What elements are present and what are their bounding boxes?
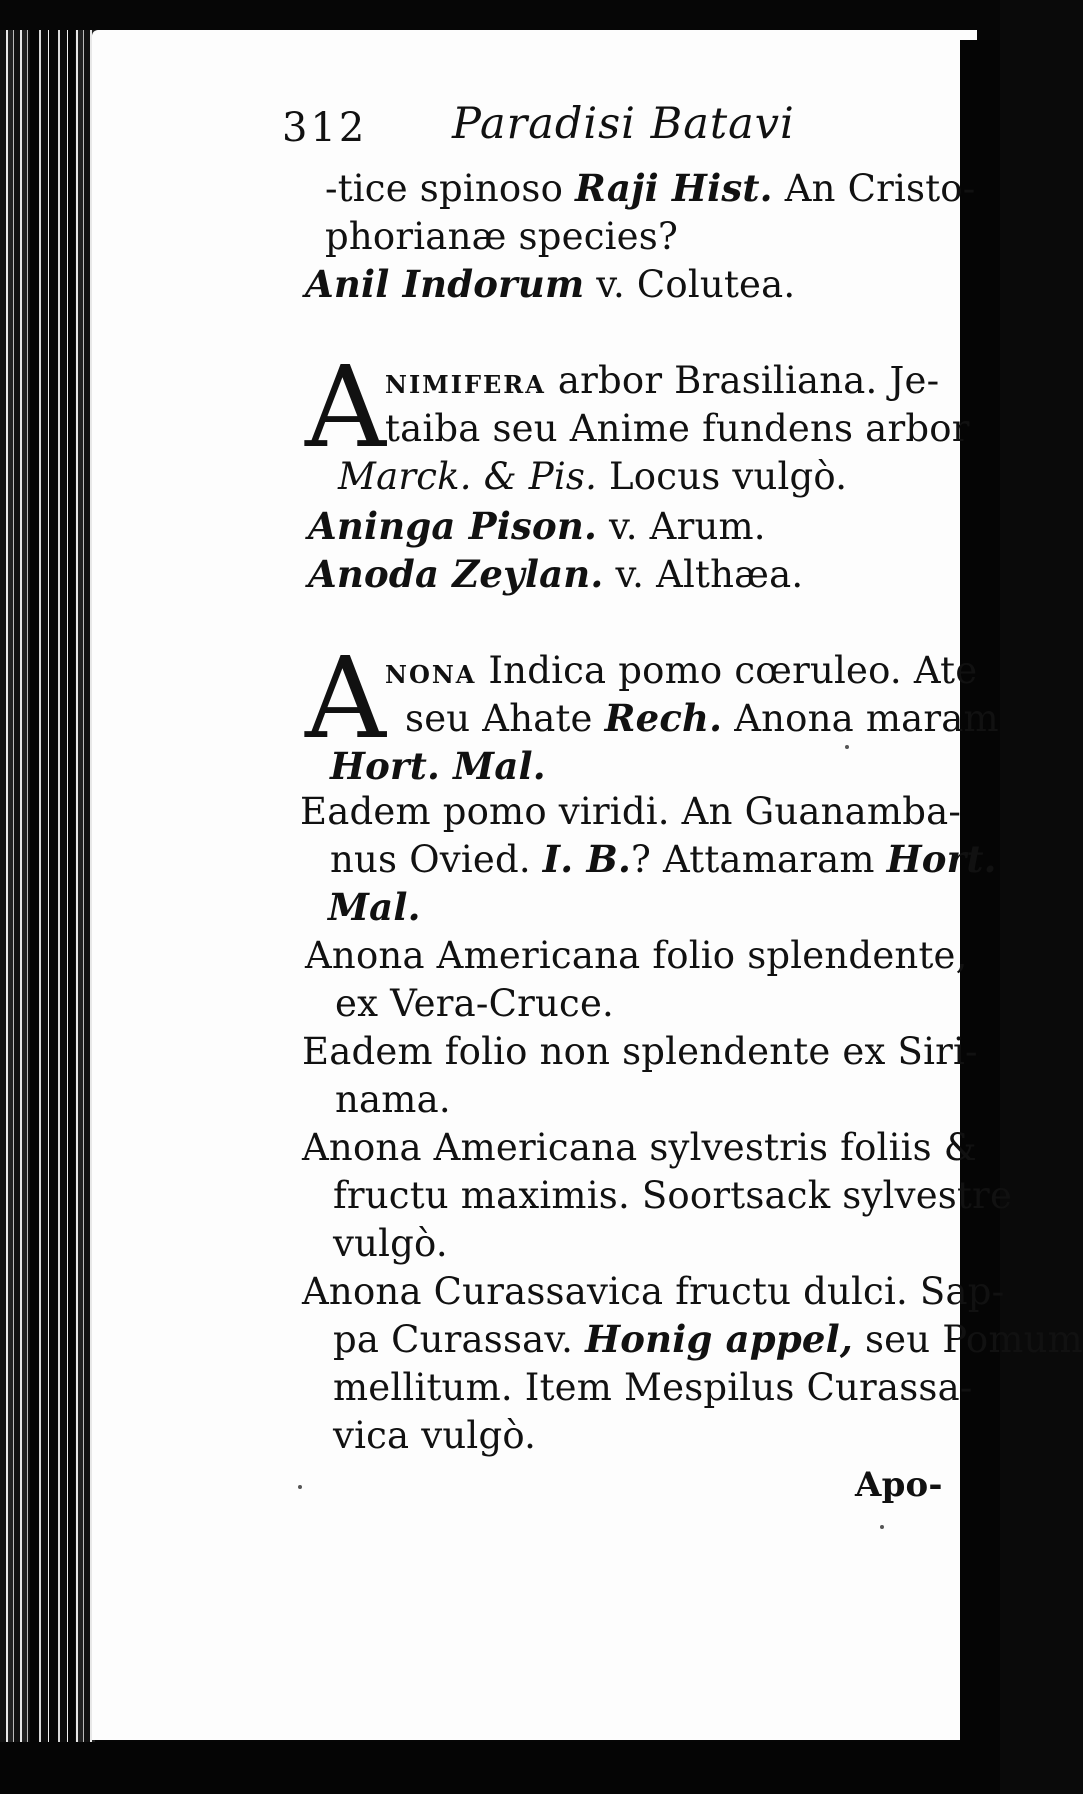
citation: Mal. [328, 885, 421, 929]
text-segment: seu Pomum [853, 1318, 1083, 1361]
catchword: Apo- [855, 1465, 943, 1505]
text-line: nama. [335, 1078, 451, 1121]
text-segment: ? Attamaram [631, 838, 887, 881]
scan-speck [880, 1525, 884, 1529]
text-line [385, 359, 940, 402]
small-caps-heading: NIMIFERA [385, 370, 546, 399]
entry-name: Anil Indorum [305, 262, 585, 306]
text-segment: Locus vulgò. [597, 455, 848, 498]
text-line [385, 649, 978, 692]
book-binding [0, 30, 95, 1765]
page-number: 312 [282, 105, 368, 151]
drop-cap: A [305, 634, 386, 764]
text-segment: nus Ovied. [330, 838, 543, 881]
text-line [308, 552, 804, 596]
text-segment: Anona maram [722, 697, 999, 740]
text-segment: An Cristo- [772, 167, 976, 210]
cross-reference: v. Colutea. [584, 263, 796, 306]
scan-speck [298, 1485, 302, 1489]
scan-speck [845, 745, 849, 749]
text-line [330, 837, 997, 881]
citation: I. B. [542, 837, 632, 881]
text-line: Eadem pomo viridi. An Guanamba- [300, 790, 962, 833]
text-line [333, 1317, 1083, 1361]
running-head: Paradisi Batavi [452, 99, 795, 149]
citation: Hort. [886, 837, 997, 881]
entry-name: Anoda Zeylan. [308, 552, 604, 596]
small-caps-heading: NONA [385, 660, 477, 689]
citation: Honig appel, [585, 1317, 854, 1361]
text-line: ex Vera-Cruce. [335, 982, 614, 1025]
citation: Hort. Mal. [330, 744, 546, 788]
cross-reference: v. Althæa. [603, 553, 804, 596]
paper-edge-shadow [960, 40, 1000, 1760]
text-segment: arbor Brasiliana. Je- [545, 359, 940, 402]
text-segment: -tice spinoso [325, 167, 576, 210]
text-line: fructu maximis. Soortsack sylvestre [333, 1174, 1013, 1217]
text-line [325, 166, 976, 210]
text-line: Eadem folio non splendente ex Siri- [302, 1030, 978, 1073]
text-line: Anona Americana sylvestris foliis & [302, 1126, 977, 1169]
citation: Rech. [604, 696, 723, 740]
text-line [338, 455, 848, 498]
citation: Raji Hist. [575, 166, 773, 210]
text-line [305, 262, 796, 306]
entry-name: Aninga Pison. [308, 504, 598, 548]
text-line: mellitum. Item Mespilus Curassa- [333, 1366, 973, 1409]
text-line: taiba seu Anime fundens arbor [385, 407, 970, 450]
text-segment: Indica pomo cœruleo. Ate [476, 649, 978, 692]
text-line: Anona Curassavica fructu dulci. Sap- [302, 1270, 1005, 1313]
text-line [308, 504, 766, 548]
text-line: Anona Americana folio splendente, [305, 934, 968, 977]
text-segment: pa Curassav. [333, 1318, 586, 1361]
cross-reference: v. Arum. [597, 505, 766, 548]
text-line: vica vulgò. [333, 1414, 537, 1457]
bottom-shadow [0, 1742, 1000, 1794]
text-segment: seu Ahate [405, 697, 605, 740]
text-line [405, 696, 999, 740]
text-line: phorianæ species? [325, 215, 678, 258]
text-line: vulgò. [333, 1222, 448, 1265]
drop-cap: A [305, 343, 386, 473]
citation: Marck. & Pis. [338, 455, 598, 498]
